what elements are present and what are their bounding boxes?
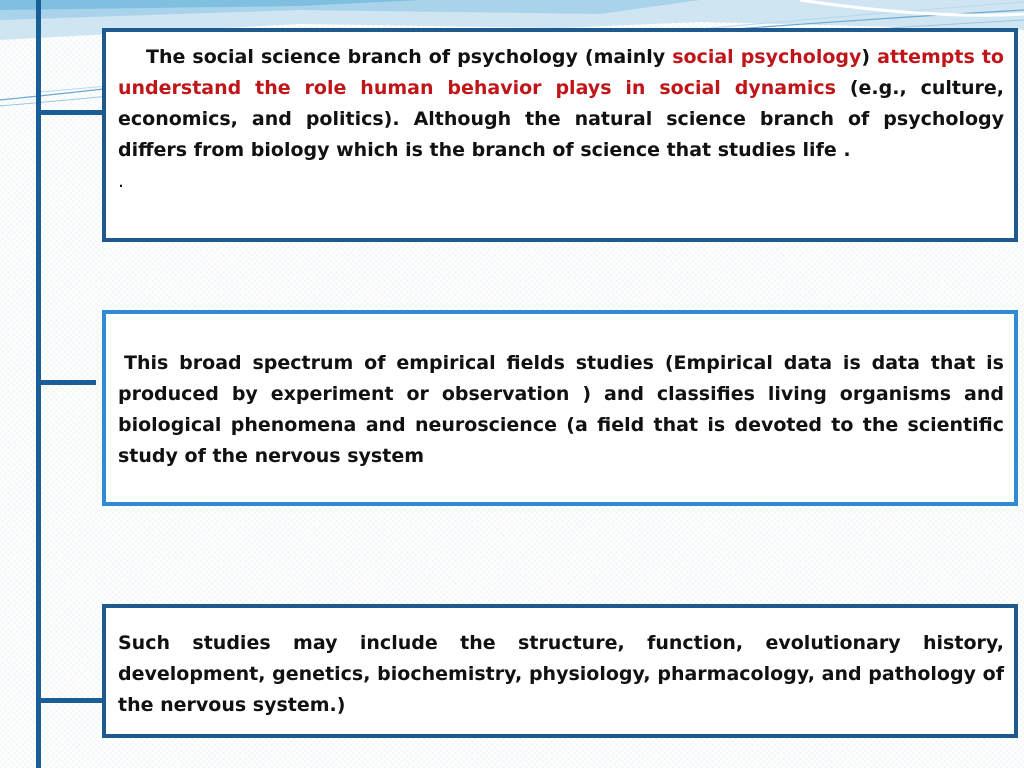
text-box-social-science [102, 28, 1018, 242]
connector-1 [36, 110, 102, 115]
text-segment-intro: The social science branch of psychology (mainly [146, 46, 673, 68]
text-segment-role-behavior: attempts to understand the role human behavior plays in social dynamics [118, 46, 1004, 99]
text-segment-social-psychology: social psychology [672, 46, 862, 68]
text-segment-natural-science: (e.g., culture, economics, and politics). Although the natural science branch of psychology differs from biology which is the branch of science that studies life . [118, 77, 1004, 161]
text-box-nervous-system [102, 604, 1018, 738]
paragraph-nervous-system: Such studies may include the structure, function, evolutionary history, development, genetics, biochemistry, physiology, pharmacology, and pathology of the nervous system.) [118, 632, 1004, 716]
paragraph-empirical-fields: This broad spectrum of empirical fields studies (Empirical data is data that is produced by experiment or observation ) and classifies living organisms and biological phenomena and neuroscience (a field that is devoted to the scientific study of the nervous system [118, 352, 1004, 467]
paragraph-social-science [118, 42, 1004, 166]
connector-2 [36, 380, 96, 385]
text-segment-paren: ) [861, 46, 878, 68]
trailing-dot: . [118, 170, 125, 192]
connector-3 [36, 698, 102, 703]
text-box-empirical-fields [102, 310, 1018, 506]
